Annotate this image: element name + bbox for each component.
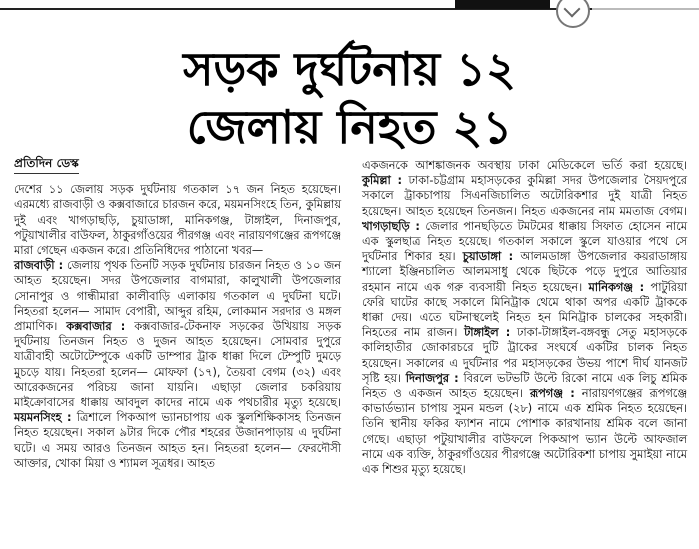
article-column-left bbox=[14, 156, 341, 471]
text-rajbari: জেলায় পৃথক তিনটি সড়ক দুর্ঘটনায় চারজন নিহত ও ১০ জন আহত হয়েছেন। সদর উপজেলার বাগমারা, কালুখালী উপজেলার সোনাপুর ও গান্ধীমারা কালীবাড়ি এলাকায় গতকাল এ দুর্ঘটনা ঘটে। নিহতরা হলেন— সামাদ বেপারী, আব্দুর রহিম, লোকমান সরদার ও মঙ্গল প্রামাণিক। bbox=[14, 259, 341, 334]
dateline-comilla: কুমিল্লা : bbox=[362, 174, 403, 188]
text-tangail: ঢাকা-টাঙ্গাইল-বঙ্গবন্ধু সেতু মহাসড়কে কালিহাতীর জোকারচরে দুটি ট্রাকের সংঘর্ষে একটির চালক নিহত হয়েছেন। সকালের এ দুর্ঘটনার পর মহাসড়কের উভয় পাশে দীর্ঘ যানজট সৃষ্টি হয়। bbox=[362, 326, 687, 385]
text-chuadanga: আলমডাঙ্গা উপজেলার কয়রাডাঙ্গায় শ্যালো ইঞ্জিনচালিত আলমসাধু থেকে ছিটকে পড়ে দুপুরে আতিয়ার রহমান নামে এক গরু ব্যবসায়ী নিহত হয়েছেন। bbox=[362, 250, 687, 294]
text-comilla: ঢাকা-চট্টগ্রাম মহাসড়কের কুমিল্লা সদর উপজেলার সৈয়দপুরে সকালে ট্রাকচাপায় সিএনজিচালিত অটোরিকশার দুই যাত্রী নিহত হয়েছেন। আহত হয়েছেন তিনজন। নিহত একজনের নাম মমতাজ বেগম। bbox=[362, 174, 688, 218]
text-lead: একজনকে আশঙ্কাজনক অবস্থায় ঢাকা মেডিকেলে ভর্তি করা হয়েছে। bbox=[362, 159, 687, 172]
dateline-manikganj: মানিকগঞ্জ : bbox=[588, 280, 645, 294]
headline-line-1: সড়ক দুর্ঘটনায় ১২ bbox=[183, 42, 516, 96]
masthead-rule bbox=[0, 0, 699, 26]
dateline-khagrachari: খাগড়াছড়ি : bbox=[362, 219, 420, 233]
article-column-right bbox=[362, 158, 687, 477]
dateline-chuadanga: চুয়াডাঙ্গা : bbox=[462, 250, 514, 264]
text-mymensingh: ত্রিশালে পিকআপ ভ্যানচাপায় এক স্কুলশিক্ষিকাসহ তিনজন নিহত হয়েছেন। সকাল ৯টার দিকে পৌর শহরের উজানপাড়ায় এ দুর্ঘটনা ঘটে। এ সময় আরও তিনজন আহত হন। নিহতরা হলেন— ফেরদৌসী আক্তার, খোকা মিয়া ও শ্যামল সূত্রধর। আহত bbox=[14, 411, 342, 470]
dateline-coxsbazar: কক্সবাজার : bbox=[66, 320, 126, 334]
byline: প্রতিদিন ডেস্ক bbox=[14, 156, 79, 174]
top-rule-line-right bbox=[592, 8, 699, 10]
chevron-down-icon bbox=[556, 0, 590, 28]
text-rupganj: নারায়ণগঞ্জের রূপগঞ্জে কাভার্ডভ্যান চাপায় সুমন মন্ডল (২৮) নামে এক শ্রমিক নিহত হয়েছেন। তিনি স্থানীয় ফকির ফ্যাশন নামে পোশাক কারখানায় শ্রমিক বলে জানা গেছে। এছাড়া পটুয়াখালীর বাউফলে পিকআপ ভ্যান উল্টে আফজাল নামে এক ব্যক্তি, ঠাকুরগাঁওয়ের পীরগঞ্জে অটোরিকশা চাপায় সুমাইয়া নামে এক শিশুর মৃত্যু হয়েছে। bbox=[362, 387, 687, 477]
dateline-tangail: টাঙ্গাইল : bbox=[464, 326, 511, 340]
dateline-rupganj: রূপগঞ্জ : bbox=[529, 387, 575, 401]
dateline-dinajpur: দিনাজপুর : bbox=[405, 371, 459, 385]
paragraph-right bbox=[362, 158, 687, 477]
headline bbox=[0, 40, 699, 156]
paragraph-rajbari bbox=[14, 258, 341, 471]
intro-text: দেশের ১১ জেলায় সড়ক দুর্ঘটনায় গতকাল ১৭ জন নিহত হয়েছেন। এরমধ্যে রাজবাড়ী ও কক্সবাজারে চারজন করে, ময়মনসিংহে তিন, কুমিল্লায় দুই এবং খাগড়াছড়ি, চুয়াডাঙ্গা, মানিকগঞ্জ, টাঙ্গাইল, দিনাজপুর, পটুয়াখালীর বাউফল, ঠাকুরগাঁওয়ের পীরগঞ্জ এবং নারায়ণগঞ্জের রূপগঞ্জে মারা গেছেন একজন করে। প্রতিনিধিদের পাঠানো খবর— bbox=[14, 183, 341, 258]
intro-paragraph bbox=[14, 182, 341, 258]
text-manikganj: পাটুরিয়া ফেরি ঘাটের কাছে সকালে মিনিট্রাক থেমে থাকা অপর একটি ট্রাককে ধাক্কা দেয়। এতে ঘটনাস্থলেই নিহত হন মিনিট্রাক চালকের সহকারী। নিহতের নাম রাজন। bbox=[362, 280, 687, 340]
headline-line-2: জেলায় নিহত ২১ bbox=[186, 100, 513, 154]
dateline-mymensingh: ময়মনসিংহ : bbox=[14, 411, 72, 425]
text-dinajpur: বিরলে ভটভটি উল্টে রিকো নামে এক লিচু শ্রমিক নিহত ও একজন আহত হয়েছেন। bbox=[362, 371, 687, 401]
dateline-rajbari: রাজবাড়ী : bbox=[14, 259, 64, 273]
masthead-stub bbox=[455, 0, 550, 9]
text-coxsbazar: কক্সবাজার-টেকনাফ সড়কের উখিয়ায় সড়ক দুর্ঘটনায় তিনজন নিহত ও দুজন আহত হয়েছেন। সোমবার দুপুরে যাত্রীবাহী অটোটেম্পুকে একটি ডাম্পার ট্রাক ধাক্কা দিলে টেম্পুটি দুমড়ে মুচড়ে যায়। নিহতরা হলেন— মোফফা (১৭), তৈয়বা বেগম (৩২) এবং আরেকজনের পরিচয় জানা যায়নি। এছাড়া জেলার চকরিয়ায় মাইক্রোবাসের ধাক্কায় আবদুল কাদের নামে এক পথচারীর মৃত্যু হয়েছে। bbox=[14, 320, 341, 410]
text-khagrachari: জেলার পানছড়িতে টমটমের ধাক্কায় সিফাত হোসেন নামে এক স্কুলছাত্র নিহত হয়েছে। গতকাল সকালে স্কুলে যাওয়ার পথে সে দুর্ঘটনার শিকার হয়। bbox=[362, 219, 687, 264]
